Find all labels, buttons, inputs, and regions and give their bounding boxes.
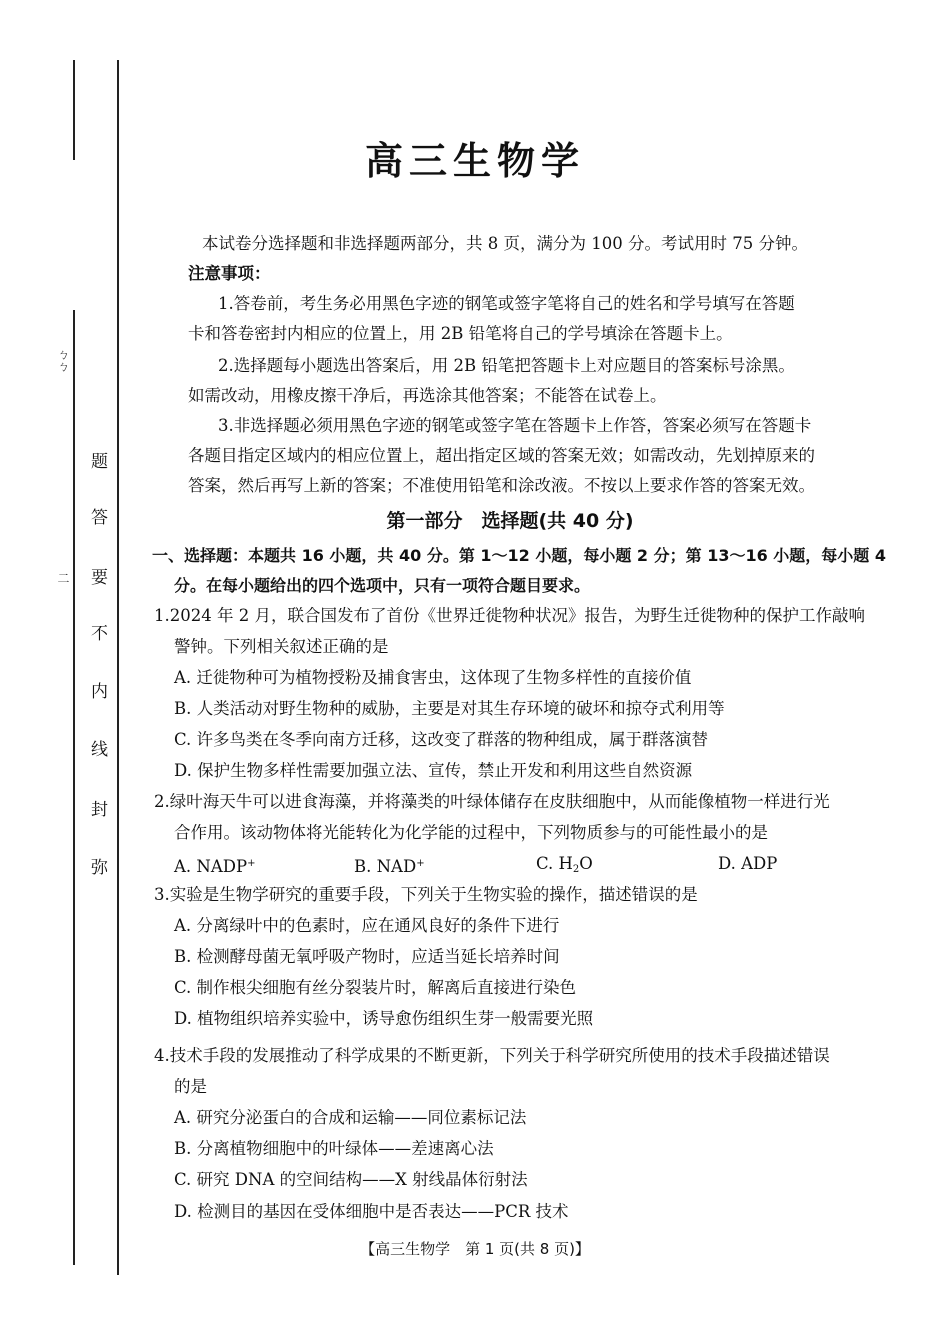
notice-line: 1.答卷前，考生务必用黑色字迹的钢笔或签字笔将自己的姓名和学号填写在答题: [218, 294, 795, 313]
binding-word: 要: [87, 568, 107, 585]
exam-intro: 本试卷分选择题和非选择题两部分，共 8 页，满分为 100 分。考试用时 75 分钟。: [202, 234, 808, 253]
option-d: [718, 848, 777, 879]
question-stem: 警钟。下列相关叙述正确的是: [174, 637, 389, 656]
section-instruction: 分。在每小题给出的四个选项中，只有一项符合题目要求。: [174, 576, 591, 595]
option-a: [174, 848, 255, 882]
notice-line: 答案，然后再写上新的答案；不准使用铅笔和涂改液。不按以上要求作答的答案无效。: [188, 476, 815, 495]
notice-line: 2.选择题每小题选出答案后，用 2B 铅笔把答题卡上对应题目的答案标号涂黑。: [218, 356, 795, 375]
binding-word: 弥: [87, 858, 107, 875]
option-d: D. 保护生物多样性需要加强立法、宣传，禁止开发和利用这些自然资源: [174, 761, 693, 780]
page-title: 高三生物学: [364, 139, 585, 183]
option-d: D. 植物组织培养实验中，诱导愈伤组织生芽一般需要光照: [174, 1009, 594, 1028]
notice-line: 如需改动，用橡皮擦干净后，再选涂其他答案；不能答在试卷上。: [188, 386, 667, 405]
option-d-text: D. ADP: [718, 854, 778, 873]
superscript: +: [247, 858, 256, 869]
option-c-text: C. H: [536, 854, 573, 873]
page-footer: 【高三生物学 第 1 页(共 8 页)】: [360, 1240, 590, 1258]
binding-word: 内: [87, 682, 107, 699]
question-stem: 的是: [174, 1077, 207, 1096]
subscript: 2: [572, 864, 580, 875]
option-a: A. 迁徙物种可为植物授粉及捕食害虫，这体现了生物多样性的直接价值: [174, 668, 692, 687]
question-stem: 4.技术手段的发展推动了科学成果的不断更新，下列关于科学研究所使用的技术手段描述错误: [154, 1046, 830, 1065]
option-b: B. 人类活动对野生物种的威胁，主要是对其生存环境的破坏和掠夺式利用等: [174, 699, 725, 718]
superscript: +: [416, 858, 425, 869]
binding-word: 答: [87, 508, 107, 525]
question-stem: 2.绿叶海天牛可以进食海藻，并将藻类的叶绿体储存在皮肤细胞中，从而能像植物一样进行光: [154, 792, 830, 811]
option-c: C. 制作根尖细胞有丝分裂装片时，解离后直接进行染色: [174, 978, 577, 997]
notice-heading: 注意事项：: [188, 264, 271, 283]
option-b: [354, 848, 425, 882]
section-title: 第一部分 选择题(共 40 分): [386, 510, 634, 532]
notice-line: 卡和答卷密封内相应的位置上，用 2B 铅笔将自己的学号填涂在答题卡上。: [188, 324, 733, 343]
binding-word: 封: [87, 800, 107, 817]
question-stem: 1.2024 年 2 月，联合国发布了首份《世界迁徙物种状况》报告，为野生迁徙物种的保护工作敲响: [154, 606, 865, 625]
binding-word: 线: [87, 740, 107, 757]
binding-mark-mid: 二: [56, 572, 70, 584]
question-stem: 合作用。该动物体将光能转化为化学能的过程中，下列物质参与的可能性最小的是: [174, 823, 768, 842]
option-c: C. 研究 DNA 的空间结构——X 射线晶体衍射法: [174, 1170, 528, 1189]
binding-word: 题: [87, 452, 107, 469]
section-instruction: 一、选择题：本题共 16 小题，共 40 分。第 1～12 小题，每小题 2 分；第 13～16 小题，每小题 4: [152, 546, 887, 565]
option-c-tail: O: [579, 854, 593, 873]
binding-line-inner: [117, 60, 119, 1275]
question-stem: 3.实验是生物学研究的重要手段，下列关于生物实验的操作，描述错误的是: [154, 885, 698, 904]
option-d: D. 检测目的基因在受体细胞中是否表达——PCR 技术: [174, 1202, 569, 1221]
notice-line: 各题目指定区域内的相应位置上，超出指定区域的答案无效；如需改动，先划掉原来的: [188, 446, 815, 465]
binding-word: 不: [87, 624, 107, 641]
option-a: A. 研究分泌蛋白的合成和运输——同位素标记法: [174, 1108, 527, 1127]
option-b: B. 分离植物细胞中的叶绿体——差速离心法: [174, 1139, 494, 1158]
binding-mark-top: ㄅㄅ: [56, 348, 70, 372]
notice-line: 3.非选择题必须用黑色字迹的钢笔或签字笔在答题卡上作答，答案必须写在答题卡: [218, 416, 812, 435]
option-a: A. 分离绿叶中的色素时，应在通风良好的条件下进行: [174, 916, 560, 935]
option-c: C. 许多鸟类在冬季向南方迁移，这改变了群落的物种组成，属于群落演替: [174, 730, 709, 749]
option-b: B. 检测酵母菌无氧呼吸产物时，应适当延长培养时间: [174, 947, 560, 966]
option-a-text: A. NADP: [174, 857, 248, 876]
option-b-text: B. NAD: [354, 857, 417, 876]
